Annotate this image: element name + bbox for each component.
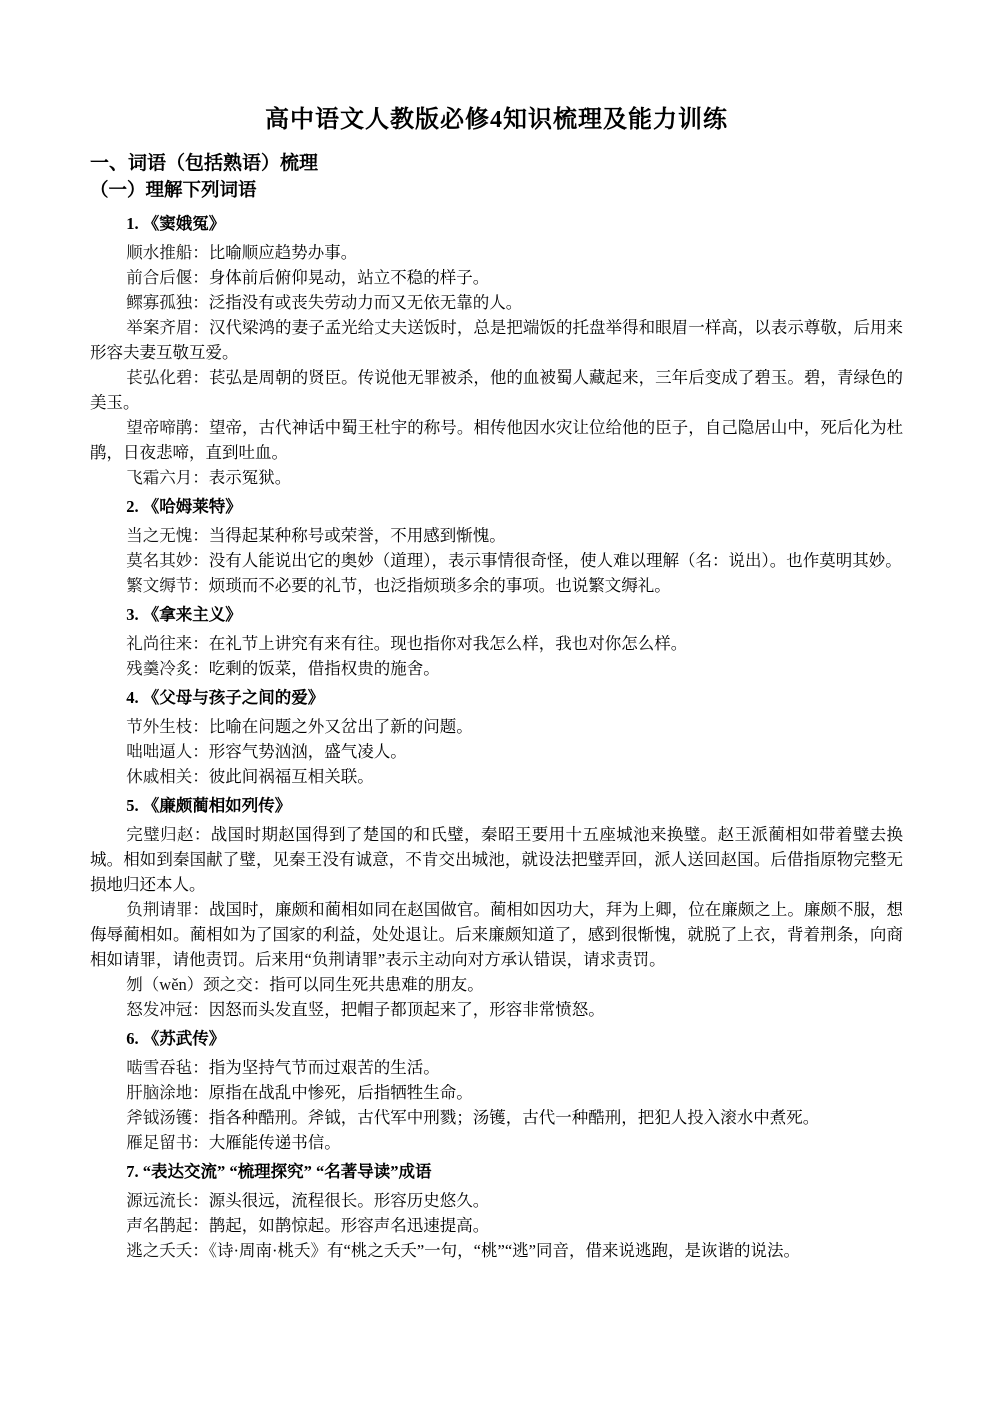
lesson-section-3 xyxy=(90,602,903,681)
term-label: 逃之夭夭： xyxy=(126,1241,209,1260)
term-label: 源远流长： xyxy=(126,1191,209,1210)
term-definition: 在礼节上讲究有来有往。现也指你对我怎么样，我也对你怎么样。 xyxy=(208,634,688,653)
term-entry xyxy=(90,415,903,465)
term-definition: 身体前后俯仰晃动，站立不稳的样子。 xyxy=(208,268,490,287)
lesson-heading: 4. 《父母与孩子之间的爱》 xyxy=(126,688,325,707)
term-definition: 《诗·周南·桃夭》有“桃之夭夭”一句，“桃”“逃”同音，借来说逃跑，是诙谐的说法。 xyxy=(208,1241,800,1260)
term-entry xyxy=(90,523,903,548)
term-entry xyxy=(90,997,903,1022)
term-label: 节外生枝： xyxy=(126,717,209,736)
term-entry xyxy=(90,1213,903,1238)
term-entry xyxy=(90,1188,903,1213)
lesson-heading: 6. 《苏武传》 xyxy=(126,1029,226,1048)
term-definition: 形容气势汹汹，盛气凌人。 xyxy=(208,742,407,761)
term-label: 休戚相关： xyxy=(126,767,209,786)
term-definition: 烦琐而不必要的礼节，也泛指烦琐多余的事项。也说繁文缛礼。 xyxy=(208,576,671,595)
term-definition: 没有人能说出它的奥妙（道理），表示事情很奇怪，使人难以理解（名：说出）。也作莫明其妙。 xyxy=(208,551,902,570)
term-entry xyxy=(90,1055,903,1080)
term-entry xyxy=(90,764,903,789)
lesson-section-6 xyxy=(90,1026,903,1155)
term-entry xyxy=(90,897,903,972)
lesson-heading: 2. 《哈姆莱特》 xyxy=(126,497,242,516)
term-entry xyxy=(90,972,903,997)
term-entry xyxy=(90,1238,903,1263)
term-entry xyxy=(90,1130,903,1155)
term-entry xyxy=(90,631,903,656)
lesson-section-5 xyxy=(90,793,903,1022)
subsection-heading: （一）理解下列词语 xyxy=(90,181,257,201)
lesson-heading: 7. “表达交流” “梳理探究” “名著导读”成语 xyxy=(126,1162,432,1181)
term-entry xyxy=(90,656,903,681)
term-label: 残羹冷炙： xyxy=(126,659,209,678)
term-definition: 苌弘是周朝的贤臣。传说他无罪被杀，他的血被蜀人藏起来，三年后变成了碧玉。碧，青绿色的美玉。 xyxy=(90,368,904,412)
term-definition: 指可以同生死共患难的朋友。 xyxy=(269,975,484,994)
term-definition: 彼此间祸福互相关联。 xyxy=(208,767,374,786)
term-label: 声名鹊起： xyxy=(126,1216,209,1235)
term-label: 刎（wěn）颈之交： xyxy=(126,975,270,994)
term-definition: 望帝，古代神话中蜀王杜宇的称号。相传他因水灾让位给他的臣子，自己隐居山中，死后化为杜鹃，日夜悲啼，直到吐血。 xyxy=(90,418,904,462)
term-entry xyxy=(90,240,903,265)
term-label: 望帝啼鹃： xyxy=(126,418,209,437)
section-heading: 一、词语（包括熟语）梳理 xyxy=(90,153,319,174)
term-label: 举案齐眉： xyxy=(126,318,209,337)
term-label: 啮雪吞毡： xyxy=(126,1058,209,1077)
term-entry xyxy=(90,290,903,315)
term-entry xyxy=(90,315,903,365)
page-title: 高中语文人教版必修4知识梳理及能力训练 xyxy=(265,107,728,133)
term-entry xyxy=(90,265,903,290)
term-definition: 指为坚持气节而过艰苦的生活。 xyxy=(208,1058,440,1077)
term-label: 怒发冲冠： xyxy=(126,1000,209,1019)
lesson-heading: 5. 《廉颇蔺相如列传》 xyxy=(126,796,292,815)
term-label: 苌弘化碧： xyxy=(126,368,209,387)
lesson-section-4 xyxy=(90,685,903,789)
lesson-section-7 xyxy=(90,1159,903,1263)
term-definition: 泛指没有或丧失劳动力而又无依无靠的人。 xyxy=(208,293,523,312)
term-definition: 鹊起，如鹊惊起。形容声名迅速提高。 xyxy=(208,1216,490,1235)
term-label: 斧钺汤镬： xyxy=(126,1108,209,1127)
term-label: 鳏寡孤独： xyxy=(126,293,209,312)
term-definition: 当得起某种称号或荣誉，不用感到惭愧。 xyxy=(208,526,506,545)
lesson-heading: 3. 《拿来主义》 xyxy=(126,605,242,624)
term-label: 顺水推船： xyxy=(126,243,209,262)
term-label: 前合后偃： xyxy=(126,268,209,287)
term-label: 负荆请罪： xyxy=(126,900,209,919)
term-definition: 吃剩的饭菜，借指权贵的施舍。 xyxy=(208,659,440,678)
term-entry xyxy=(90,822,903,897)
term-label: 繁文缛节： xyxy=(126,576,209,595)
term-label: 飞霜六月： xyxy=(126,468,209,487)
term-definition: 因怒而头发直竖，把帽子都顶起来了，形容非常愤怒。 xyxy=(208,1000,605,1019)
term-definition: 大雁能传递书信。 xyxy=(208,1133,341,1152)
term-entry xyxy=(90,739,903,764)
lesson-heading: 1. 《窦娥冤》 xyxy=(126,214,226,233)
lesson-section-1 xyxy=(90,211,903,490)
term-definition: 比喻顺应趋势办事。 xyxy=(208,243,358,262)
term-entry xyxy=(90,573,903,598)
term-definition: 比喻在问题之外又岔出了新的问题。 xyxy=(208,717,473,736)
term-label: 莫名其妙： xyxy=(126,551,209,570)
term-entry xyxy=(90,1080,903,1105)
term-label: 完璧归赵： xyxy=(126,825,211,844)
lesson-section-2 xyxy=(90,494,903,598)
term-entry xyxy=(90,465,903,490)
term-label: 当之无愧： xyxy=(126,526,209,545)
term-definition: 原指在战乱中惨死，后指牺牲生命。 xyxy=(208,1083,473,1102)
term-definition: 战国时，廉颇和蔺相如同在赵国做官。蔺相如因功大，拜为上卿，位在廉颇之上。廉颇不服，想侮辱蔺相如。蔺相如为了国家的利益，处处退让。后来廉颇知道了，感到很惭愧，就脱了上衣，背着荆条，向商相如请罪，请他责罚。后来用“负荆请罪”表示主动向对方承认错误，请求责罚。 xyxy=(90,900,904,969)
term-definition: 指各种酷刑。斧钺，古代军中刑戮；汤镬，古代一种酷刑，把犯人投入滚水中煮死。 xyxy=(208,1108,820,1127)
term-entry xyxy=(90,365,903,415)
term-definition: 表示冤狱。 xyxy=(208,468,292,487)
term-definition: 源头很远，流程很长。形容历史悠久。 xyxy=(208,1191,490,1210)
term-label: 肝脑涂地： xyxy=(126,1083,209,1102)
term-label: 雁足留书： xyxy=(126,1133,209,1152)
term-definition: 汉代梁鸿的妻子孟光给丈夫送饭时，总是把端饭的托盘举得和眼眉一样高，以表示尊敬，后用来形容夫妻互敬互爱。 xyxy=(90,318,904,362)
term-entry xyxy=(90,714,903,739)
term-label: 咄咄逼人： xyxy=(126,742,209,761)
term-definition: 战国时期赵国得到了楚国的和氏璧，秦昭王要用十五座城池来换璧。赵王派蔺相如带着璧去换城。相如到秦国献了璧，见秦王没有诚意，不肯交出城池，就设法把璧弄回，派人送回赵国。后借指原物完整无损地归还本人。 xyxy=(90,825,904,894)
term-entry xyxy=(90,1105,903,1130)
term-entry xyxy=(90,548,903,573)
term-label: 礼尚往来： xyxy=(126,634,209,653)
